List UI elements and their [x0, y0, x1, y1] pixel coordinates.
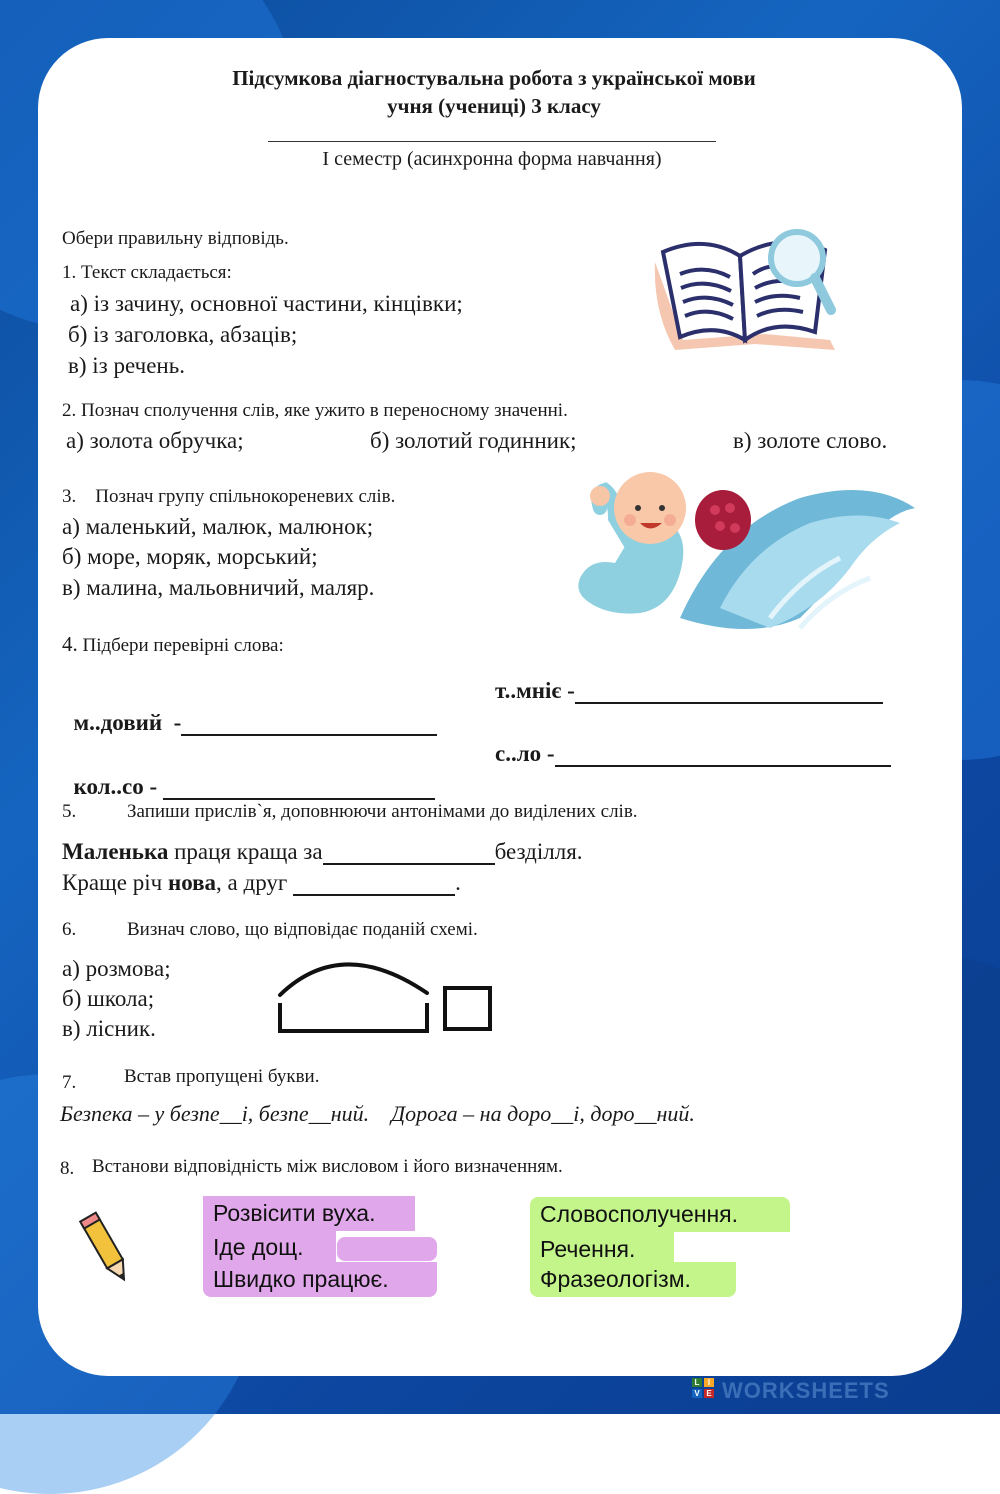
q4-word-1: м..довий - [73, 710, 182, 735]
q6-option-b[interactable]: б) школа; [62, 986, 155, 1011]
q5-bold-word-1: Маленька [62, 839, 169, 864]
word-scheme-diagram [272, 955, 497, 1035]
logo-letter: E [704, 1389, 714, 1398]
q5-answer-2[interactable] [293, 872, 455, 896]
q4-answer-3[interactable] [163, 776, 435, 800]
q4-answer-1[interactable] [181, 712, 437, 736]
q4-text: Підбери перевірні слова: [82, 635, 284, 656]
intro-instruction: Обери правильну відповідь. [62, 228, 289, 249]
match-left-1[interactable]: Розвісити вуха. [203, 1196, 415, 1231]
q3-option-a[interactable]: а) маленький, малюк, малюнок; [62, 514, 374, 539]
q5-line-2-end: . [455, 870, 461, 895]
q4-row-1-right [495, 678, 883, 704]
match-left-3[interactable]: Швидко працює. [203, 1262, 437, 1297]
match-left-decoration [337, 1237, 437, 1261]
q4-row-1-left [62, 684, 437, 736]
q5-question: Запиши прислів`я, доповнюючи антонімами до виділених слів. [127, 801, 638, 822]
match-left-2[interactable]: Іде дощ. [203, 1230, 336, 1265]
q2-option-a[interactable]: а) золота обручка; [66, 428, 244, 453]
q7-text[interactable]: Безпека – у безпе__і, безпе__ний. Дорога – на доро__і, доро__ний. [60, 1101, 695, 1126]
q3-option-c[interactable]: в) малина, мальовничий, маляр. [62, 575, 375, 600]
q4-answer-4[interactable] [555, 743, 891, 767]
q4-question [62, 632, 284, 657]
q7-number: 7. [62, 1072, 77, 1093]
q6-number: 6. [62, 919, 77, 940]
q3-option-b[interactable]: б) море, моряк, морський; [62, 544, 318, 569]
q1-option-b[interactable]: б) із заголовка, абзаців; [68, 322, 298, 347]
q6-option-a[interactable]: а) розмова; [62, 956, 171, 981]
q8-number: 8. [60, 1158, 75, 1179]
match-right-2[interactable]: Речення. [530, 1232, 674, 1267]
match-right-1[interactable]: Словосполучення. [530, 1197, 790, 1232]
q6-option-c[interactable]: в) лісник. [62, 1016, 156, 1041]
q5-line-1-text: праця краща за [168, 839, 323, 864]
q1-question: 1. Текст складається: [62, 262, 232, 283]
q5-line-2-text: , а друг [216, 870, 294, 895]
q4-word-4: с..ло - [495, 741, 555, 766]
q5-line-1-end: безділля. [494, 839, 583, 864]
q8-question: Встанови відповідність між висловом і його визначенням. [92, 1156, 563, 1177]
q4-answer-2[interactable] [575, 680, 883, 704]
q1-option-a[interactable]: а) із зачину, основної частини, кінцівки; [70, 291, 463, 316]
semester-label: І семестр (асинхронна форма навчання) [268, 141, 716, 171]
q5-number: 5. [62, 801, 77, 822]
q5-answer-1[interactable] [323, 841, 495, 865]
liveworksheets-logo [692, 1378, 714, 1398]
q1-option-c[interactable]: в) із речень. [68, 353, 185, 378]
q5-line-2 [62, 870, 461, 896]
book-magnifier-illustration [645, 222, 845, 357]
title-line-2: учня (учениці) 3 класу [387, 94, 601, 118]
match-right-3[interactable]: Фразеологізм. [530, 1262, 736, 1297]
pencil-icon [78, 1210, 136, 1290]
q4-number: 4. [62, 632, 78, 656]
q4-word-2: т..мніє - [495, 678, 575, 703]
logo-letter: V [692, 1389, 702, 1398]
q4-row-2-left [62, 748, 435, 800]
q5-line-1 [62, 839, 583, 865]
q2-option-b[interactable]: б) золотий годинник; [370, 428, 577, 453]
q4-word-3: кол..со - [73, 774, 163, 799]
q5-line-2-start: Краще річ [62, 870, 168, 895]
q5-bold-word-2: нова [167, 870, 217, 895]
q2-question: 2. Познач сполучення слів, яке ужито в переносному значенні. [62, 400, 568, 421]
footer-brand: WORKSHEETS [722, 1378, 890, 1403]
logo-letter: L [692, 1378, 702, 1387]
q2-option-c[interactable]: в) золоте слово. [733, 428, 888, 453]
q6-question: Визнач слово, що відповідає поданій схемі. [127, 919, 478, 940]
logo-letter: I [704, 1378, 714, 1387]
title-line-1: Підсумкова діагностувальна робота з української мови [232, 66, 756, 90]
q7-question: Встав пропущені букви. [124, 1066, 320, 1087]
q4-row-2-right [495, 741, 891, 767]
q3-question: 3. Познач групу спільнокореневих слів. [62, 486, 396, 507]
baby-raspberry-wave-illustration [570, 468, 920, 643]
